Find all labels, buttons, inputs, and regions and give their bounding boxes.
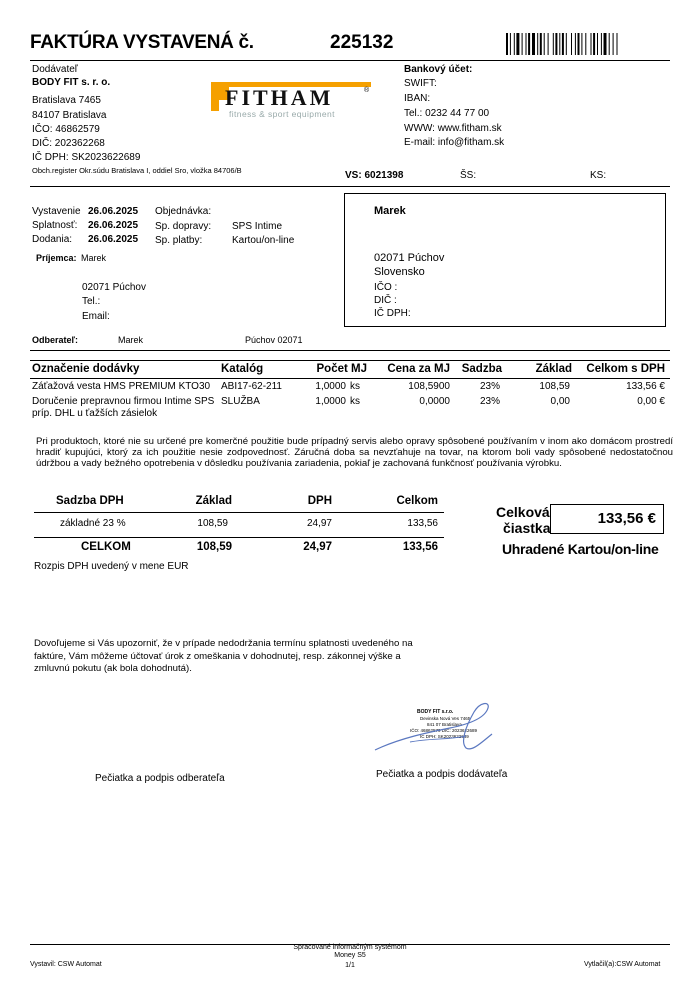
- barcode-bar: [526, 33, 527, 55]
- vat-sum-base: 108,59: [196, 541, 232, 553]
- barcode-bar: [540, 33, 542, 55]
- row-price: 0,0000: [419, 396, 450, 407]
- barcode-bar: [597, 33, 598, 55]
- payment-status: Uhradené Kartou/on-line: [502, 541, 659, 557]
- vat-sum-line: [34, 537, 444, 538]
- supplier-icdph: IČ DPH: SK2023622689: [32, 152, 141, 163]
- total-amount: 133,56 €: [597, 510, 656, 527]
- barcode-bar: [591, 33, 592, 55]
- vat-row-base: 108,59: [197, 518, 228, 529]
- barcode-bar: [510, 33, 511, 55]
- row-price: 108,5900: [408, 381, 450, 392]
- delivery-date: 26.06.2025: [88, 234, 139, 245]
- row-desc: Doručenie prepravnou firmou Intime SPS: [32, 396, 215, 407]
- payment-value: Kartou/on-line: [232, 235, 295, 246]
- barcode-bar: [585, 33, 586, 55]
- col-base-header: Základ: [535, 363, 572, 375]
- row-unit: ks: [350, 381, 360, 392]
- footer-issued-by: Vystavil: CSW Automat: [30, 961, 102, 968]
- orderer-name: Marek: [118, 335, 144, 345]
- row-desc-line2: príp. DHL u ťažších zásielok: [32, 408, 158, 419]
- invoice-title: FAKTÚRA VYSTAVENÁ č.: [30, 32, 254, 53]
- customer-icdph: IČ DPH:: [374, 308, 411, 319]
- customer-country: Slovensko: [374, 266, 425, 278]
- barcode-bar: [522, 33, 523, 55]
- barcode-bar: [559, 33, 560, 55]
- supplier-signature-label: Pečiatka a podpis dodávateľa: [376, 769, 508, 780]
- barcode-bar: [575, 33, 576, 55]
- customer-zip-city: 02071 Púchov: [374, 252, 445, 264]
- footer-printed-by: Vytlačil(a):CSW Automat: [584, 961, 661, 968]
- vat-sum-label: CELKOM: [81, 541, 131, 553]
- barcode-bar: [578, 33, 580, 55]
- barcode-bar: [562, 33, 564, 55]
- barcode-bar: [593, 33, 595, 55]
- barcode-bar: [544, 33, 545, 55]
- customer-name: Marek: [374, 205, 406, 217]
- recipient-tel: Tel.:: [82, 296, 101, 307]
- supplier-email: E-mail: info@fitham.sk: [404, 137, 505, 148]
- row-base: 0,00: [550, 396, 570, 407]
- col-price-header: Cena za MJ: [387, 363, 450, 375]
- customer-signature-label: Pečiatka a podpis odberateľa: [95, 773, 225, 784]
- row-total: 133,56 €: [626, 381, 665, 392]
- col-rate-header: Sadzba: [461, 363, 502, 375]
- total-label-line2: čiastka: [503, 520, 551, 536]
- issued-label: Vystavenie: [32, 206, 81, 217]
- vat-sum-vat: 24,97: [303, 541, 332, 553]
- signature-icon: [370, 698, 500, 758]
- supplier-name: BODY FIT s. r. o.: [32, 77, 111, 88]
- stamp-line: IČO: 46862579 DIČ: 2023622689: [410, 728, 478, 733]
- stamp-line: 841 07 Bratislava: [427, 722, 462, 727]
- variable-symbol: VS: 6021398: [345, 170, 404, 181]
- barcode-bar: [553, 33, 554, 55]
- vat-col-vat-header: DPH: [307, 495, 332, 507]
- supplier-ico: IČO: 46862579: [32, 124, 100, 135]
- logo-registered: ®: [364, 87, 370, 94]
- delivery-label: Dodania:: [32, 234, 73, 245]
- items-header-top: [30, 360, 670, 361]
- customer-ico: IČO :: [374, 282, 398, 293]
- invoice-number: 225132: [330, 32, 394, 53]
- barcode-bar: [528, 33, 530, 55]
- col-catalog-header: Katalóg: [221, 363, 264, 375]
- recipient-name: Marek: [81, 253, 107, 263]
- barcode: [506, 33, 660, 55]
- row-catalog: SLUŽBA: [221, 396, 260, 407]
- customer-dic: DIČ :: [374, 295, 397, 306]
- col-desc-header: Označenie dodávky: [32, 363, 140, 375]
- barcode-bar: [514, 33, 515, 55]
- col-total-header: Celkom s DPH: [586, 363, 665, 375]
- vat-sum-total: 133,56: [402, 541, 438, 553]
- footer-system-line2: Money S5: [334, 952, 366, 959]
- barcode-bar: [516, 33, 519, 55]
- row-desc: Záťažová vesta HMS PREMIUM KTO30: [32, 381, 211, 392]
- payment-label: Sp. platby:: [155, 235, 203, 246]
- due-date: 26.06.2025: [88, 220, 139, 231]
- recipient-label: Príjemca:: [36, 253, 77, 263]
- vat-col-base-header: Základ: [195, 495, 232, 507]
- items-header-bottom: [30, 378, 670, 379]
- recipient-email: Email:: [82, 311, 110, 322]
- supplier-register: Obch.register Okr.súdu Bratislava I, oddiel Sro, vložka 84706/B: [32, 166, 242, 175]
- stamp-line: BODY FIT s.r.o.: [417, 709, 454, 715]
- warranty-text: Pri produktoch, ktoré nie su určené pre komerčné použitie bude prípadný servis alebo opravy spôsobené používaním v inom ako domácom prostredí hradiť kupujúci, ktorý za ich použitie nesie zodpovednosť. Záručná doba sa nevzťahuje na tovar, na ktorom boli vady spôsobené nedostatočnou údržbou a vady bežného opotrebenia v dôsledku používania zariadenia, pokiaľ je zachovaná funkčnosť používania výrobku.: [36, 436, 673, 469]
- specific-symbol: ŠS:: [460, 170, 477, 181]
- symbols-divider: [30, 186, 670, 187]
- constant-symbol: KS:: [590, 170, 607, 181]
- bank-iban: IBAN:: [404, 93, 431, 104]
- barcode-bar: [566, 33, 567, 55]
- due-label: Splatnosť:: [32, 220, 78, 231]
- barcode-bar: [571, 33, 572, 55]
- barcode-bar: [555, 33, 557, 55]
- supplier-www: WWW: www.fitham.sk: [404, 123, 502, 134]
- row-qty: 1,0000: [315, 381, 346, 392]
- orderer-city: Púchov 02071: [245, 335, 303, 345]
- row-rate: 23%: [479, 396, 500, 407]
- late-payment-notice: Dovoľujeme si Vás upozorniť, že v prípade nedodržania termínu splatnosti uvedeného na faktúre, Vám môžeme účtovať úrok z omeškania v dohodnutej, resp. zákonnej výške a zmluvnú pokutu (ak bola dohodnutá).: [34, 638, 413, 674]
- order-label: Objednávka:: [155, 206, 212, 217]
- barcode-bar: [548, 33, 549, 55]
- issued-date: 26.06.2025: [88, 206, 139, 217]
- bank-swift: SWIFT:: [404, 78, 437, 89]
- shipping-value: SPS Intime: [232, 221, 283, 232]
- bank-label: Bankový účet:: [404, 64, 473, 75]
- barcode-bar: [537, 33, 538, 55]
- orderer-divider: [30, 350, 670, 351]
- barcode-bar: [613, 33, 614, 55]
- barcode-bar: [617, 33, 618, 55]
- supplier-tel: Tel.: 0232 44 77 00: [404, 108, 490, 119]
- vat-header-line: [34, 512, 444, 513]
- supplier-label: Dodávateľ: [32, 64, 78, 75]
- barcode-bar: [532, 33, 535, 55]
- row-base: 108,59: [539, 381, 570, 392]
- barcode-bar: [604, 33, 607, 55]
- barcode-bar: [506, 33, 508, 55]
- supplier-street: Bratislava 7465: [32, 95, 101, 106]
- header-divider: [30, 60, 670, 61]
- footer-system-line1: Spracované informačným systémom: [293, 944, 407, 951]
- logo-tagline: fitness & sport equipment: [229, 109, 335, 119]
- logo-name: FITHAM: [225, 85, 334, 110]
- recipient-zip-city: 02071 Púchov: [82, 282, 146, 293]
- shipping-label: Sp. dopravy:: [155, 221, 212, 232]
- vat-row-vat: 24,97: [306, 518, 332, 529]
- barcode-bar: [601, 33, 602, 55]
- col-qty-header: Počet MJ: [316, 363, 367, 375]
- row-qty: 1,0000: [315, 396, 346, 407]
- row-unit: ks: [350, 396, 360, 407]
- row-total: 0,00 €: [637, 396, 665, 407]
- vat-row-rate: základné 23 %: [60, 518, 126, 529]
- vat-row-total: 133,56: [407, 518, 438, 529]
- orderer-label: Odberateľ:: [32, 335, 78, 345]
- stamp-line: IČ DPH: SK2023622689: [420, 734, 469, 739]
- barcode-bar: [581, 33, 582, 55]
- vat-col-total-header: Celkom: [396, 495, 438, 507]
- row-rate: 23%: [479, 381, 500, 392]
- supplier-city: 84107 Bratislava: [32, 110, 107, 121]
- barcode-bar: [609, 33, 610, 55]
- vat-col-rate-header: Sadzba DPH: [56, 495, 124, 507]
- fitham-logo: [211, 79, 371, 121]
- stamp-line: Devinska Nová Ves 7465: [420, 716, 471, 721]
- footer-page: 1/1: [345, 962, 355, 969]
- total-label-line1: Celková: [496, 504, 550, 520]
- vat-currency-note: Rozpis DPH uvedený v mene EUR: [34, 561, 189, 572]
- supplier-dic: DIČ: 202362268: [32, 138, 105, 149]
- row-catalog: ABI17-62-211: [221, 381, 282, 392]
